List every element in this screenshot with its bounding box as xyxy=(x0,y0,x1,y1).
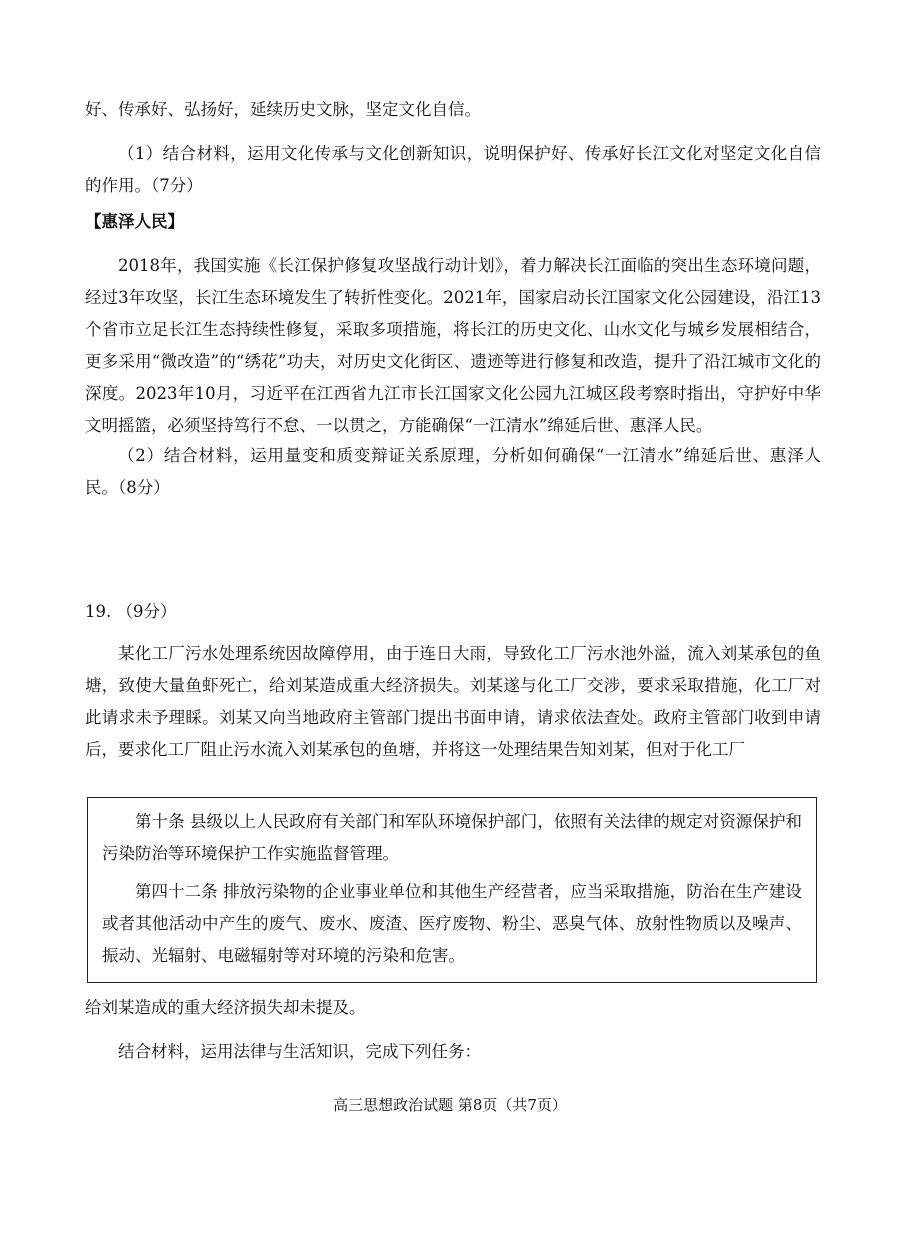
question-2: （2）结合材料，运用量变和质变辩证关系原理，分析如何确保“一江清水”绵延后世、惠泽人民。（8分） xyxy=(85,446,821,497)
law-article-42: 第四十二条 排放污染物的企业事业单位和其他生产经营者，应当采取措施，防治在生产建设或者其他活动中产生的废气、废水、废渣、医疗废物、粉尘、恶臭气体、放射性物质以及噪声、振动、光辐射、电磁辐射等对环境的污染和危害。 xyxy=(102,882,802,965)
page-footer: 高三思想政治试题 第8页（共7页） xyxy=(333,1096,567,1114)
case-paragraph: 某化工厂污水处理系统因故障停用，由于连日大雨，导致化工厂污水池外溢，流入刘某承包的鱼塘，致使大量鱼虾死亡，给刘某造成重大经济损失。刘某遂与化工厂交涉，要求采取措施，化工厂对此请求未予理睬。刘某又向当地政府主管部门提出书面申请，请求依法查处。政府主管部门收到申请后，要求化工厂阻止污水流入刘某承包的鱼塘，并将这一处理结果告知刘某，但对于化工厂 xyxy=(85,644,821,759)
question-1: （1）结合材料，运用文化传承与文化创新知识，说明保护好、传承好长江文化对坚定文化自信的作用。（7分） xyxy=(85,144,821,195)
paragraph-continuation: 好、传承好、弘扬好，延续历史文脉，坚定文化自信。 xyxy=(85,100,481,119)
material-paragraph: 2018年，我国实施《长江保护修复攻坚战行动计划》，着力解决长江面临的突出生态环境问题，经过3年攻坚，长江生态环境发生了转折性变化。2021年，国家启动长江国家文化公园建设，沿江13个省市立足长江生态持续性修复，采取多项措施，将长江的历史文化、山水文化与城乡发展相结合，更多采用“微改造”的“绣花”功夫，对历史文化街区、遗迹等进行修复和改造，提升了沿江城市文化的深度。2023年10月，习近平在江西省九江市长江国家文化公园九江城区段考察时指出，守护好中华文明摇篮，必须坚持笃行不怠、一以贯之，方能确保“一江清水”绵延后世、惠泽人民。 xyxy=(85,256,821,435)
law-excerpt-box xyxy=(87,797,817,983)
task-instruction: 结合材料，运用法律与生活知识，完成下列任务： xyxy=(118,1042,481,1061)
section-heading: 【惠泽人民】 xyxy=(85,212,184,231)
question-19-header: 19. （9分） xyxy=(85,602,177,621)
law-article-10: 第十条 县级以上人民政府有关部门和军队环境保护部门，依照有关法律的规定对资源保护和污染防治等环境保护工作实施监督管理。 xyxy=(102,812,802,863)
case-continuation: 给刘某造成的重大经济损失却未提及。 xyxy=(85,998,366,1017)
